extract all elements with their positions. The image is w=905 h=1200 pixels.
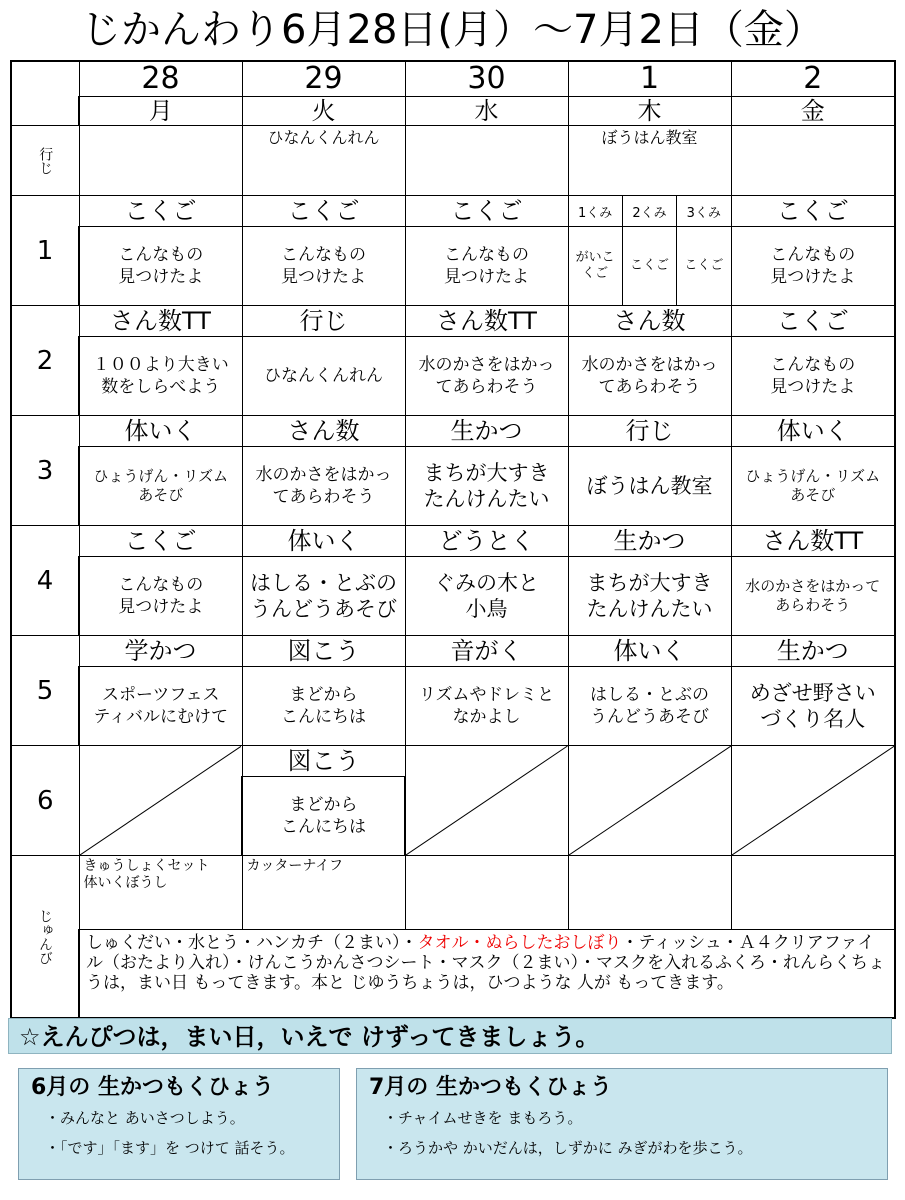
july-goal-box (356, 1068, 888, 1180)
lesson-content: こんなもの 見つけたよ (79, 227, 242, 306)
belongings-cell (405, 856, 568, 930)
lesson-content: こんなもの 見つけたよ (731, 227, 895, 306)
june-goal-item: ・みんなと あいさつしよう。 (45, 1109, 245, 1127)
belongings-note (79, 930, 895, 1018)
subject-cell: さん数 (242, 416, 405, 447)
lesson-content: ひなんくんれん (242, 337, 405, 416)
empty-slot-diagonal (80, 746, 242, 855)
event-cell (405, 126, 568, 196)
lesson-content: こんなもの 見つけたよ (731, 337, 895, 416)
class-name: 3くみ (676, 196, 730, 226)
day-weekday: 水 (405, 97, 568, 126)
empty-slot-diagonal (732, 746, 895, 855)
class-subject: こくご (622, 227, 676, 305)
belongings-cell (731, 856, 895, 930)
period-number: 4 (11, 526, 79, 636)
subject-cell: 行じ (242, 306, 405, 337)
belongings-cell: カッターナイフ (242, 856, 405, 930)
empty-slot (405, 746, 568, 856)
lesson-content: まちが大すき たんけんたい (405, 447, 568, 526)
day-date: 1 (568, 61, 731, 97)
lesson-content: ひょうげん・リズム あそび (731, 447, 895, 526)
day-weekday: 月 (79, 97, 242, 126)
july-goal-item: ・ろうかや かいだんは，しずかに みぎがわを歩こう。 (383, 1139, 753, 1157)
lesson-content: まどから こんにちは (242, 667, 405, 746)
subject-cell: 音がく (405, 636, 568, 667)
note-highlight: タオル・ぬらしたおしぼり (417, 933, 622, 953)
subject-cell: 体いく (568, 636, 731, 667)
empty-slot-diagonal (569, 746, 731, 855)
lesson-content: こんなもの 見つけたよ (405, 227, 568, 306)
lesson-content: はしる・とぶの うんどうあそび (242, 557, 405, 636)
lesson-content: まちが大すき たんけんたい (568, 557, 731, 636)
note-text: ・ティッシュ・Ａ４クリアファイル（おたより入れ）・けんこうかんさつシート・マスク（２まい）・マスクを入れるふくろ・れんらくちょうは，まい日 もってきます。本と じゆうちょうは，ひつような 人が もってきます。 (86, 933, 885, 993)
class-name: 1くみ (578, 205, 613, 221)
corner-cell (11, 61, 79, 126)
june-goal-title: 6月の 生かつもくひょう (31, 1075, 274, 1100)
day-weekday: 木 (568, 97, 731, 126)
lesson-content: こんなもの 見つけたよ (79, 557, 242, 636)
page-title: じかんわり6月28日(月）～7月2日（金） (81, 7, 824, 53)
subject-cell: さん数TT (405, 306, 568, 337)
pencil-reminder-banner: ☆えんぴつは，まい日，いえで けずってきましょう。 (8, 1018, 892, 1054)
empty-slot (568, 746, 731, 856)
subject-cell: 体いく (79, 416, 242, 447)
class-subject: がいこ くご (575, 250, 615, 281)
subject-cell: 生かつ (731, 636, 895, 667)
subject-cell: 体いく (731, 416, 895, 447)
lesson-content: 水のかさをはかっ てあらわそう (568, 337, 731, 416)
subject-cell: 行じ (568, 416, 731, 447)
period-number: 6 (11, 746, 79, 856)
lesson-content: こんなもの 見つけたよ (242, 227, 405, 306)
event-cell (79, 126, 242, 196)
day-date: 29 (242, 61, 405, 97)
belongings-row-label: じゅんび (11, 856, 79, 1018)
lesson-content: はしる・とぶの うんどうあそび (568, 667, 731, 746)
lesson-content: ぐみの木と 小鳥 (405, 557, 568, 636)
subject-cell: 学かつ (79, 636, 242, 667)
event-cell (731, 126, 895, 196)
july-goal-title: 7月の 生かつもくひょう (369, 1075, 612, 1100)
subject-cell: さん数 (568, 306, 731, 337)
belongings-cell: きゅうしょくセット 体いくぼうし (79, 856, 242, 930)
lesson-content: ぼうはん教室 (568, 447, 731, 526)
period-number: 3 (11, 416, 79, 526)
event-cell: ひなんくんれん (242, 126, 405, 196)
empty-slot-diagonal (406, 746, 568, 855)
subject-cell: こくご (731, 306, 895, 337)
period-number: 1 (11, 196, 79, 306)
subject-cell: 図こう (242, 636, 405, 667)
subject-cell: さん数TT (731, 526, 895, 557)
lesson-content: 水のかさをはかって あらわそう (731, 557, 895, 636)
subject-cell: こくご (79, 196, 242, 227)
june-goal-box (18, 1068, 340, 1180)
day-weekday: 金 (731, 97, 895, 126)
lesson-content: リズムやドレミと なかよし (405, 667, 568, 746)
july-goal-item: ・チャイムせきを まもろう。 (383, 1109, 583, 1127)
belongings-cell (568, 856, 731, 930)
lesson-content: めざせ野さい づくり名人 (731, 667, 895, 746)
empty-slot (731, 746, 895, 856)
june-goal-item: ・「です」「ます」を つけて 話そう。 (45, 1139, 295, 1157)
class-split-header (568, 196, 731, 227)
class-name: 2くみ (622, 196, 676, 226)
period-number: 2 (11, 306, 79, 416)
empty-slot (79, 746, 242, 856)
subject-cell: 体いく (242, 526, 405, 557)
subject-cell: さん数TT (79, 306, 242, 337)
subject-cell: こくご (405, 196, 568, 227)
lesson-content: ひょうげん・リズム あそび (79, 447, 242, 526)
lesson-content: １００より大きい 数をしらべよう (79, 337, 242, 416)
day-weekday: 火 (242, 97, 405, 126)
subject-cell: 生かつ (568, 526, 731, 557)
note-text: しゅくだい・水とう・ハンカチ（２まい）・ (86, 933, 418, 953)
day-date: 30 (405, 61, 568, 97)
event-cell: ぼうはん教室 (568, 126, 731, 196)
lesson-content: 水のかさをはかっ てあらわそう (242, 447, 405, 526)
class-subject: こくご (676, 227, 730, 305)
subject-cell: こくご (731, 196, 895, 227)
lesson-content: スポーツフェス ティバルにむけて (79, 667, 242, 746)
subject-cell: こくご (242, 196, 405, 227)
class-split-content (568, 227, 731, 306)
day-date: 2 (731, 61, 895, 97)
subject-cell: どうとく (405, 526, 568, 557)
lesson-content: 水のかさをはかっ てあらわそう (405, 337, 568, 416)
subject-cell: こくご (79, 526, 242, 557)
subject-cell: 図こう (242, 746, 405, 777)
lesson-content: まどから こんにちは (242, 777, 405, 856)
timetable (10, 60, 896, 1019)
day-date: 28 (79, 61, 242, 97)
period-number: 5 (11, 636, 79, 746)
subject-cell: 生かつ (405, 416, 568, 447)
events-row-label: 行じ (11, 126, 79, 196)
